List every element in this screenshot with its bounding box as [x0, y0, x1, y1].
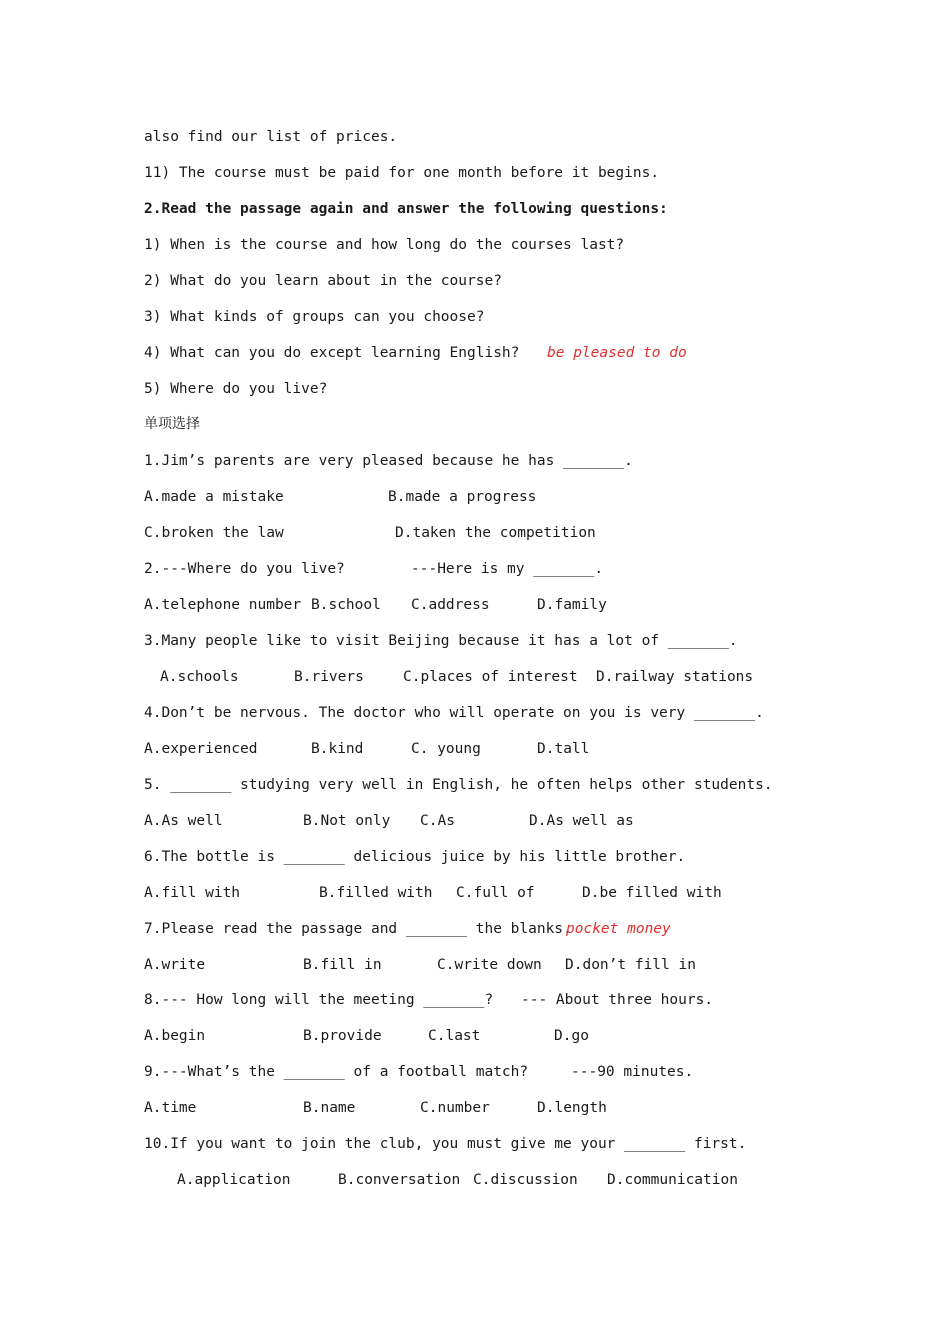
mc-9-stem-reply: ---90 minutes.	[571, 1064, 694, 1080]
mc-8-option-b: B.provide	[303, 1028, 382, 1044]
mc-5-stem: 5. _______ studying very well in English, he often helps other students.	[144, 777, 773, 793]
mc-7-option-c: C.write down	[437, 957, 542, 973]
mc-10-option-a: A.application	[177, 1172, 291, 1188]
mc-4-option-d: D.tall	[537, 741, 590, 757]
mc-3-option-b: B.rivers	[294, 669, 364, 685]
passage-line: also find our list of prices.	[144, 129, 398, 145]
mc-7-option-d: D.don’t fill in	[565, 957, 696, 973]
mc-6-option-d: D.be filled with	[582, 885, 722, 901]
mc-1-option-c: C.broken the law	[144, 525, 284, 541]
mc-10-option-b: B.conversation	[338, 1172, 461, 1188]
mc-1-option-a: A.made a mistake	[144, 489, 284, 505]
mc-3-option-a: A.schools	[160, 669, 239, 685]
mc-7-option-a: A.write	[144, 957, 206, 973]
mc-5-option-c: C.As	[420, 813, 455, 829]
mc-7-option-b: B.fill in	[303, 957, 382, 973]
mc-8-stem: 8.--- How long will the meeting _______?	[144, 992, 494, 1008]
mc-5-option-d: D.As well as	[529, 813, 634, 829]
mc-8-option-d: D.go	[554, 1028, 589, 1044]
mc-6-option-a: A.fill with	[144, 885, 241, 901]
mc-2-option-a: A.telephone number	[144, 597, 302, 613]
mc-2-stem: 2.---Where do you live?	[144, 561, 345, 577]
question-2: 2) What do you learn about in the course?	[144, 273, 502, 289]
mc-4-option-b: B.kind	[311, 741, 364, 757]
question-1: 1) When is the course and how long do the courses last?	[144, 237, 625, 253]
mc-1-option-d: D.taken the competition	[395, 525, 596, 541]
passage-item-11: 11) The course must be paid for one month before it begins.	[144, 165, 660, 181]
mc-2-option-b: B.school	[311, 597, 381, 613]
mc-3-option-d: D.railway stations	[596, 669, 754, 685]
mc-2-option-d: D.family	[537, 597, 607, 613]
mc-3-stem: 3.Many people like to visit Beijing because it has a lot of _______.	[144, 633, 738, 649]
mc-2-stem-reply: ---Here is my _______.	[411, 561, 604, 577]
mc-9-option-d: D.length	[537, 1100, 607, 1116]
mc-10-stem: 10.If you want to join the club, you must give me your _______ first.	[144, 1136, 747, 1152]
question-3: 3) What kinds of groups can you choose?	[144, 309, 485, 325]
mc-5-option-b: B.Not only	[303, 813, 391, 829]
handwritten-note: be pleased to do	[547, 345, 687, 361]
mc-1-option-b: B.made a progress	[388, 489, 537, 505]
mc-6-option-b: B.filled with	[319, 885, 433, 901]
question-4: 4) What can you do except learning English?	[144, 345, 520, 361]
mc-9-stem: 9.---What’s the _______ of a football match?	[144, 1064, 529, 1080]
mc-10-option-d: D.communication	[607, 1172, 738, 1188]
question-5: 5) Where do you live?	[144, 381, 328, 397]
mc-1-stem: 1.Jim’s parents are very pleased because he has _______.	[144, 453, 633, 469]
section-2-heading: 2.Read the passage again and answer the following questions:	[144, 201, 668, 217]
mc-10-option-c: C.discussion	[473, 1172, 578, 1188]
mc-4-stem: 4.Don’t be nervous. The doctor who will operate on you is very _______.	[144, 705, 764, 721]
mc-4-option-c: C. young	[411, 741, 481, 757]
mc-2-option-c: C.address	[411, 597, 490, 613]
mc-8-stem-reply: --- About three hours.	[521, 992, 714, 1008]
mc-9-option-c: C.number	[420, 1100, 490, 1116]
mc-9-option-b: B.name	[303, 1100, 356, 1116]
mc-4-option-a: A.experienced	[144, 741, 258, 757]
mc-heading: 单项选择	[144, 416, 200, 432]
mc-8-option-a: A.begin	[144, 1028, 206, 1044]
mc-3-option-c: C.places of interest	[403, 669, 578, 685]
mc-9-option-a: A.time	[144, 1100, 197, 1116]
handwritten-note: pocket money	[566, 921, 671, 937]
mc-5-option-a: A.As well	[144, 813, 223, 829]
mc-8-option-c: C.last	[428, 1028, 481, 1044]
mc-6-option-c: C.full of	[456, 885, 535, 901]
mc-6-stem: 6.The bottle is _______ delicious juice by his little brother.	[144, 849, 686, 865]
mc-7-stem: 7.Please read the passage and _______ the blanks.	[144, 921, 572, 937]
